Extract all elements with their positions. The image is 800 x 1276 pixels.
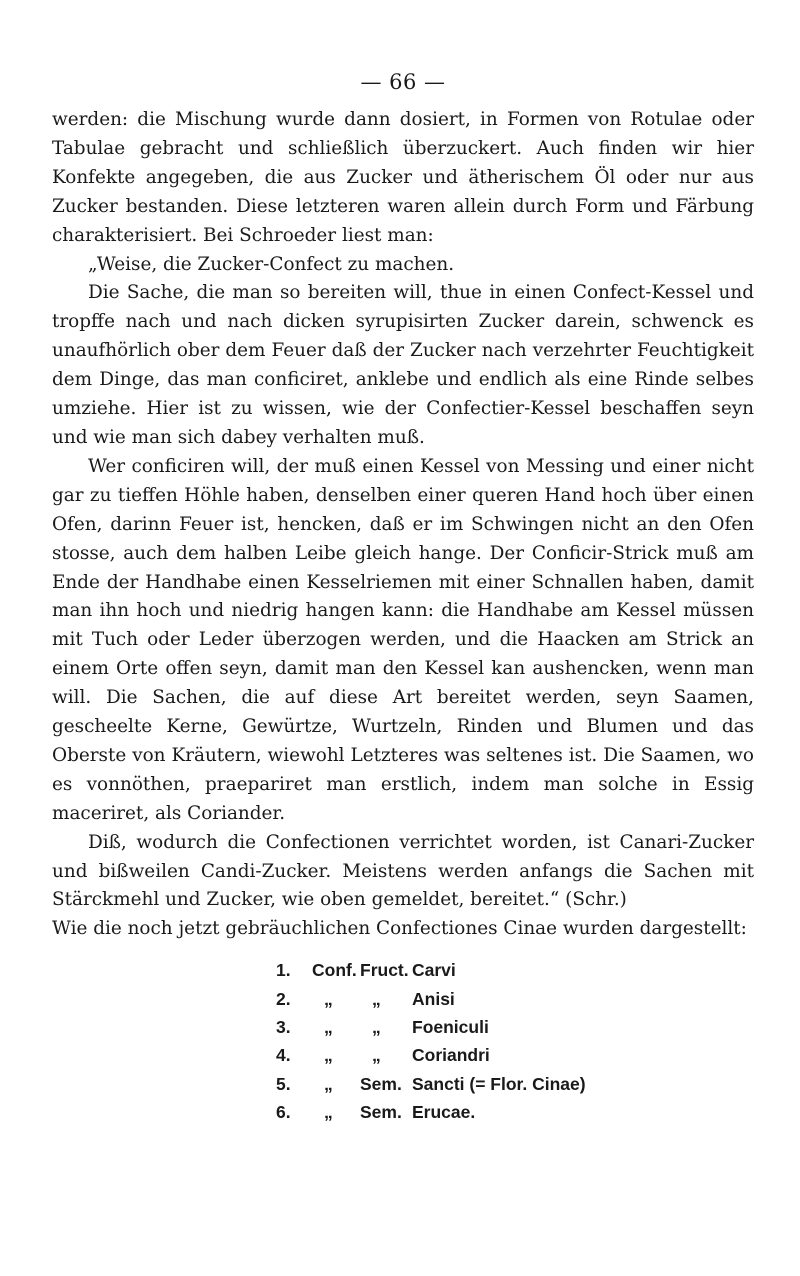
paragraph-list-intro: Wie die noch jetzt gebräuchlichen Confectiones Cinae wurden dargestellt: — [52, 918, 747, 940]
list-item-col-a: „ — [324, 1102, 333, 1123]
list-item-name: Anisi — [412, 988, 455, 1009]
list-item — [276, 1070, 754, 1098]
list-item-number: 1. — [276, 960, 291, 981]
list-item-col-b: „ — [372, 1017, 381, 1038]
paragraph-quote-2: Wer conficiren will, der muß einen Kessel von Messing und einer nicht gar zu tieffen Höhle haben, denselben einer queren Hand hoch über einen Ofen, darinn Feuer ist, hencken, daß er im Schwingen nicht an den Ofen stosse, auch dem halben Leibe gleich hange. Der Conficir-Strick muß am Ende der Handhabe einen Kesselriemen mit einer Schnallen haben, damit man ihn hoch und niedrig hangen kann: die Handhabe am Kessel müssen mit Tuch oder Leder überzogen werden, und die Haacken am Strick an einem Orte offen seyn, damit man den Kessel kan aushencken, wenn man will. Die Sachen, die auf diese Art bereitet werden, seyn Saamen, gescheelte Kerne, Gewürtze, Wurtzeln, Rinden und Blumen und das Oberste von Kräutern, wiewohl Letzteres was seltenes ist. Die Saamen, wo es vonnöthen, praepariret man erstlich, indem man solche in Essig maceriret, als Coriander. — [52, 455, 754, 824]
list-item-number: 5. — [276, 1073, 291, 1094]
list-item — [276, 985, 754, 1013]
list-item — [276, 1013, 754, 1041]
list-item-col-b: Fruct. — [360, 960, 409, 981]
paragraph-quote-1: Die Sache, die man so bereiten will, thue in einen Confect-Kessel und tropffe nach und nach dicken syrupisirten Zucker darein, schwenck es unaufhörlich ober dem Feuer daß der Zucker nach verzehrter Feuchtigkeit dem Dinge, das man conficiret, anklebe und endlich als eine Rinde selbes umziehe. Hier ist zu wissen, wie der Confectier-Kessel beschaffen seyn und wie man sich dabey verhalten muß. — [52, 282, 754, 448]
list-item — [276, 956, 754, 984]
list-item-number: 3. — [276, 1017, 291, 1038]
list-item-name: Sancti (= Flor. Cinae) — [412, 1073, 586, 1094]
list-item-name: Carvi — [412, 960, 456, 981]
list-item-col-a: „ — [324, 1073, 333, 1094]
list-item-col-b: „ — [372, 988, 381, 1009]
list-item-col-b: Sem. — [360, 1102, 402, 1123]
list-item-col-a: „ — [324, 988, 333, 1009]
paragraph-quote-3: Diß, wodurch die Confectionen verrichtet worden, ist Canari-Zucker und bißweilen Candi-Zucker. Meistens werden anfangs die Sachen mit Stärckmehl und Zucker, wie oben gemeldet, bereitet.“ (Schr.) — [52, 831, 754, 911]
list-item-number: 6. — [276, 1102, 291, 1123]
paragraph-intro: werden: die Mischung wurde dann dosiert, in Formen von Rotulae oder Tabulae gebracht und schließlich überzuckert. Auch finden wir hier Konfekte angegeben, die aus Zucker und ätherischem Öl oder nur aus Zucker bestanden. Diese letzteren waren allein durch Form und Färbung charakterisiert. Bei Schroeder liest man: — [52, 109, 754, 246]
list-item-number: 2. — [276, 988, 291, 1009]
quote-heading: „Weise, die Zucker-Confect zu machen. — [88, 253, 455, 275]
list-item-number: 4. — [276, 1045, 291, 1066]
list-item-name: Coriandri — [412, 1045, 490, 1066]
page-number: — 66 — — [360, 70, 446, 94]
list-item-name: Erucae. — [412, 1102, 476, 1123]
list-item-name: Foeniculi — [412, 1017, 489, 1038]
document-page — [52, 70, 754, 1127]
list-item — [276, 1041, 754, 1069]
confection-list — [276, 956, 754, 1126]
list-item — [276, 1098, 754, 1126]
list-item-col-b: Sem. — [360, 1073, 402, 1094]
list-item-col-b: „ — [372, 1045, 381, 1066]
list-item-col-a: Conf. — [312, 960, 357, 981]
list-item-col-a: „ — [324, 1045, 333, 1066]
list-item-col-a: „ — [324, 1017, 333, 1038]
